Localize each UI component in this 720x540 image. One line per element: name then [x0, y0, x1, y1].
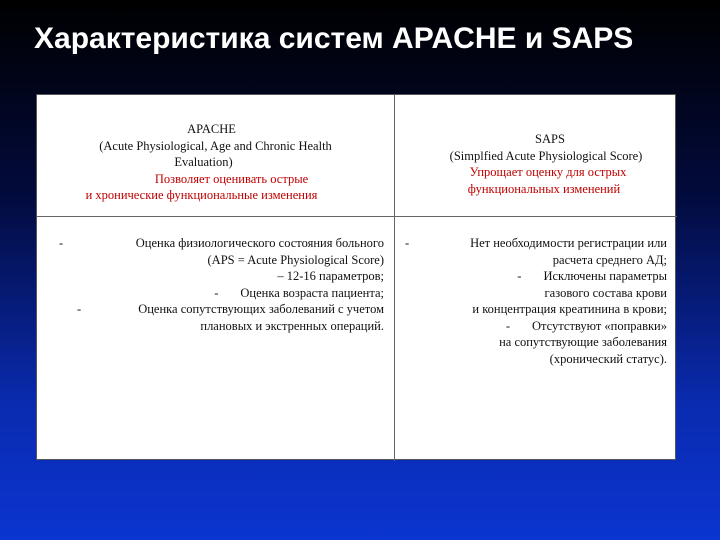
apache-header-cell: [37, 95, 395, 217]
slide-title: Характеристика систем APACHE и SAPS: [34, 22, 634, 55]
saps-full-name: (Simplfied Acute Physiological Score): [449, 148, 643, 163]
apache-body-cell: [37, 217, 395, 461]
apache-full-name-2: Evaluation): [174, 155, 233, 169]
bullet-marker: -: [405, 236, 410, 250]
saps-line-text: Исключены параметры: [543, 269, 667, 283]
bullet-marker: -: [505, 318, 511, 333]
saps-description-1: Упрощает оценку для острых: [469, 165, 627, 179]
apache-full-name-1: (Acute Physiological, Age and Chronic Health: [99, 138, 332, 153]
apache-item-1-line-3: – 12-16 параметров;: [277, 269, 384, 283]
saps-line-text: Нет необходимости регистрации или: [470, 236, 667, 250]
apache-item-2: [59, 301, 384, 334]
apache-item-1-subline: [73, 285, 384, 302]
saps-items: [405, 235, 667, 367]
saps-header-cell: [395, 95, 677, 217]
saps-line-text: и концентрация креатинина в крови;: [472, 302, 667, 316]
saps-line: [419, 285, 667, 302]
bullet-marker: -: [214, 285, 219, 300]
apache-item-2-line-1: Оценка сопутствующих заболеваний с учетом: [138, 302, 384, 316]
saps-line: [419, 252, 667, 269]
saps-line: [419, 268, 667, 285]
apache-description-2: и хронические функциональные изменения: [85, 188, 318, 202]
comparison-table: [36, 94, 676, 460]
saps-line-text: (хронический статус).: [549, 351, 667, 366]
apache-item-1-line-1: Оценка физиологического состояния больного: [135, 236, 384, 250]
apache-description-1: Позволяет оценивать острые: [154, 171, 309, 186]
bullet-marker: -: [59, 236, 64, 250]
saps-line: [419, 351, 667, 368]
saps-line: [419, 318, 667, 335]
saps-description-2: функциональных изменений: [467, 181, 621, 196]
saps-line-text: газового состава крови: [544, 285, 667, 300]
saps-name: SAPS: [535, 132, 565, 146]
bullet-marker: -: [77, 302, 82, 316]
saps-line: [419, 301, 667, 318]
apache-item-2-line-2: плановых и экстренных операций.: [200, 318, 384, 333]
saps-line: [419, 235, 667, 252]
saps-line-text: на сопутствующие заболевания: [499, 335, 667, 349]
saps-line-text: Отсутствуют «поправки»: [532, 318, 667, 333]
apache-name: APACHE: [187, 122, 236, 136]
saps-line-text: расчета среднего АД;: [552, 252, 667, 267]
saps-line: [419, 334, 667, 351]
apache-age-item: Оценка возраста пациента;: [240, 285, 384, 300]
apache-item-1-line-2: (APS = Acute Physiological Score): [207, 252, 384, 267]
apache-item-1: [59, 235, 384, 301]
saps-body-cell: [395, 217, 677, 461]
bullet-marker: -: [517, 269, 522, 283]
